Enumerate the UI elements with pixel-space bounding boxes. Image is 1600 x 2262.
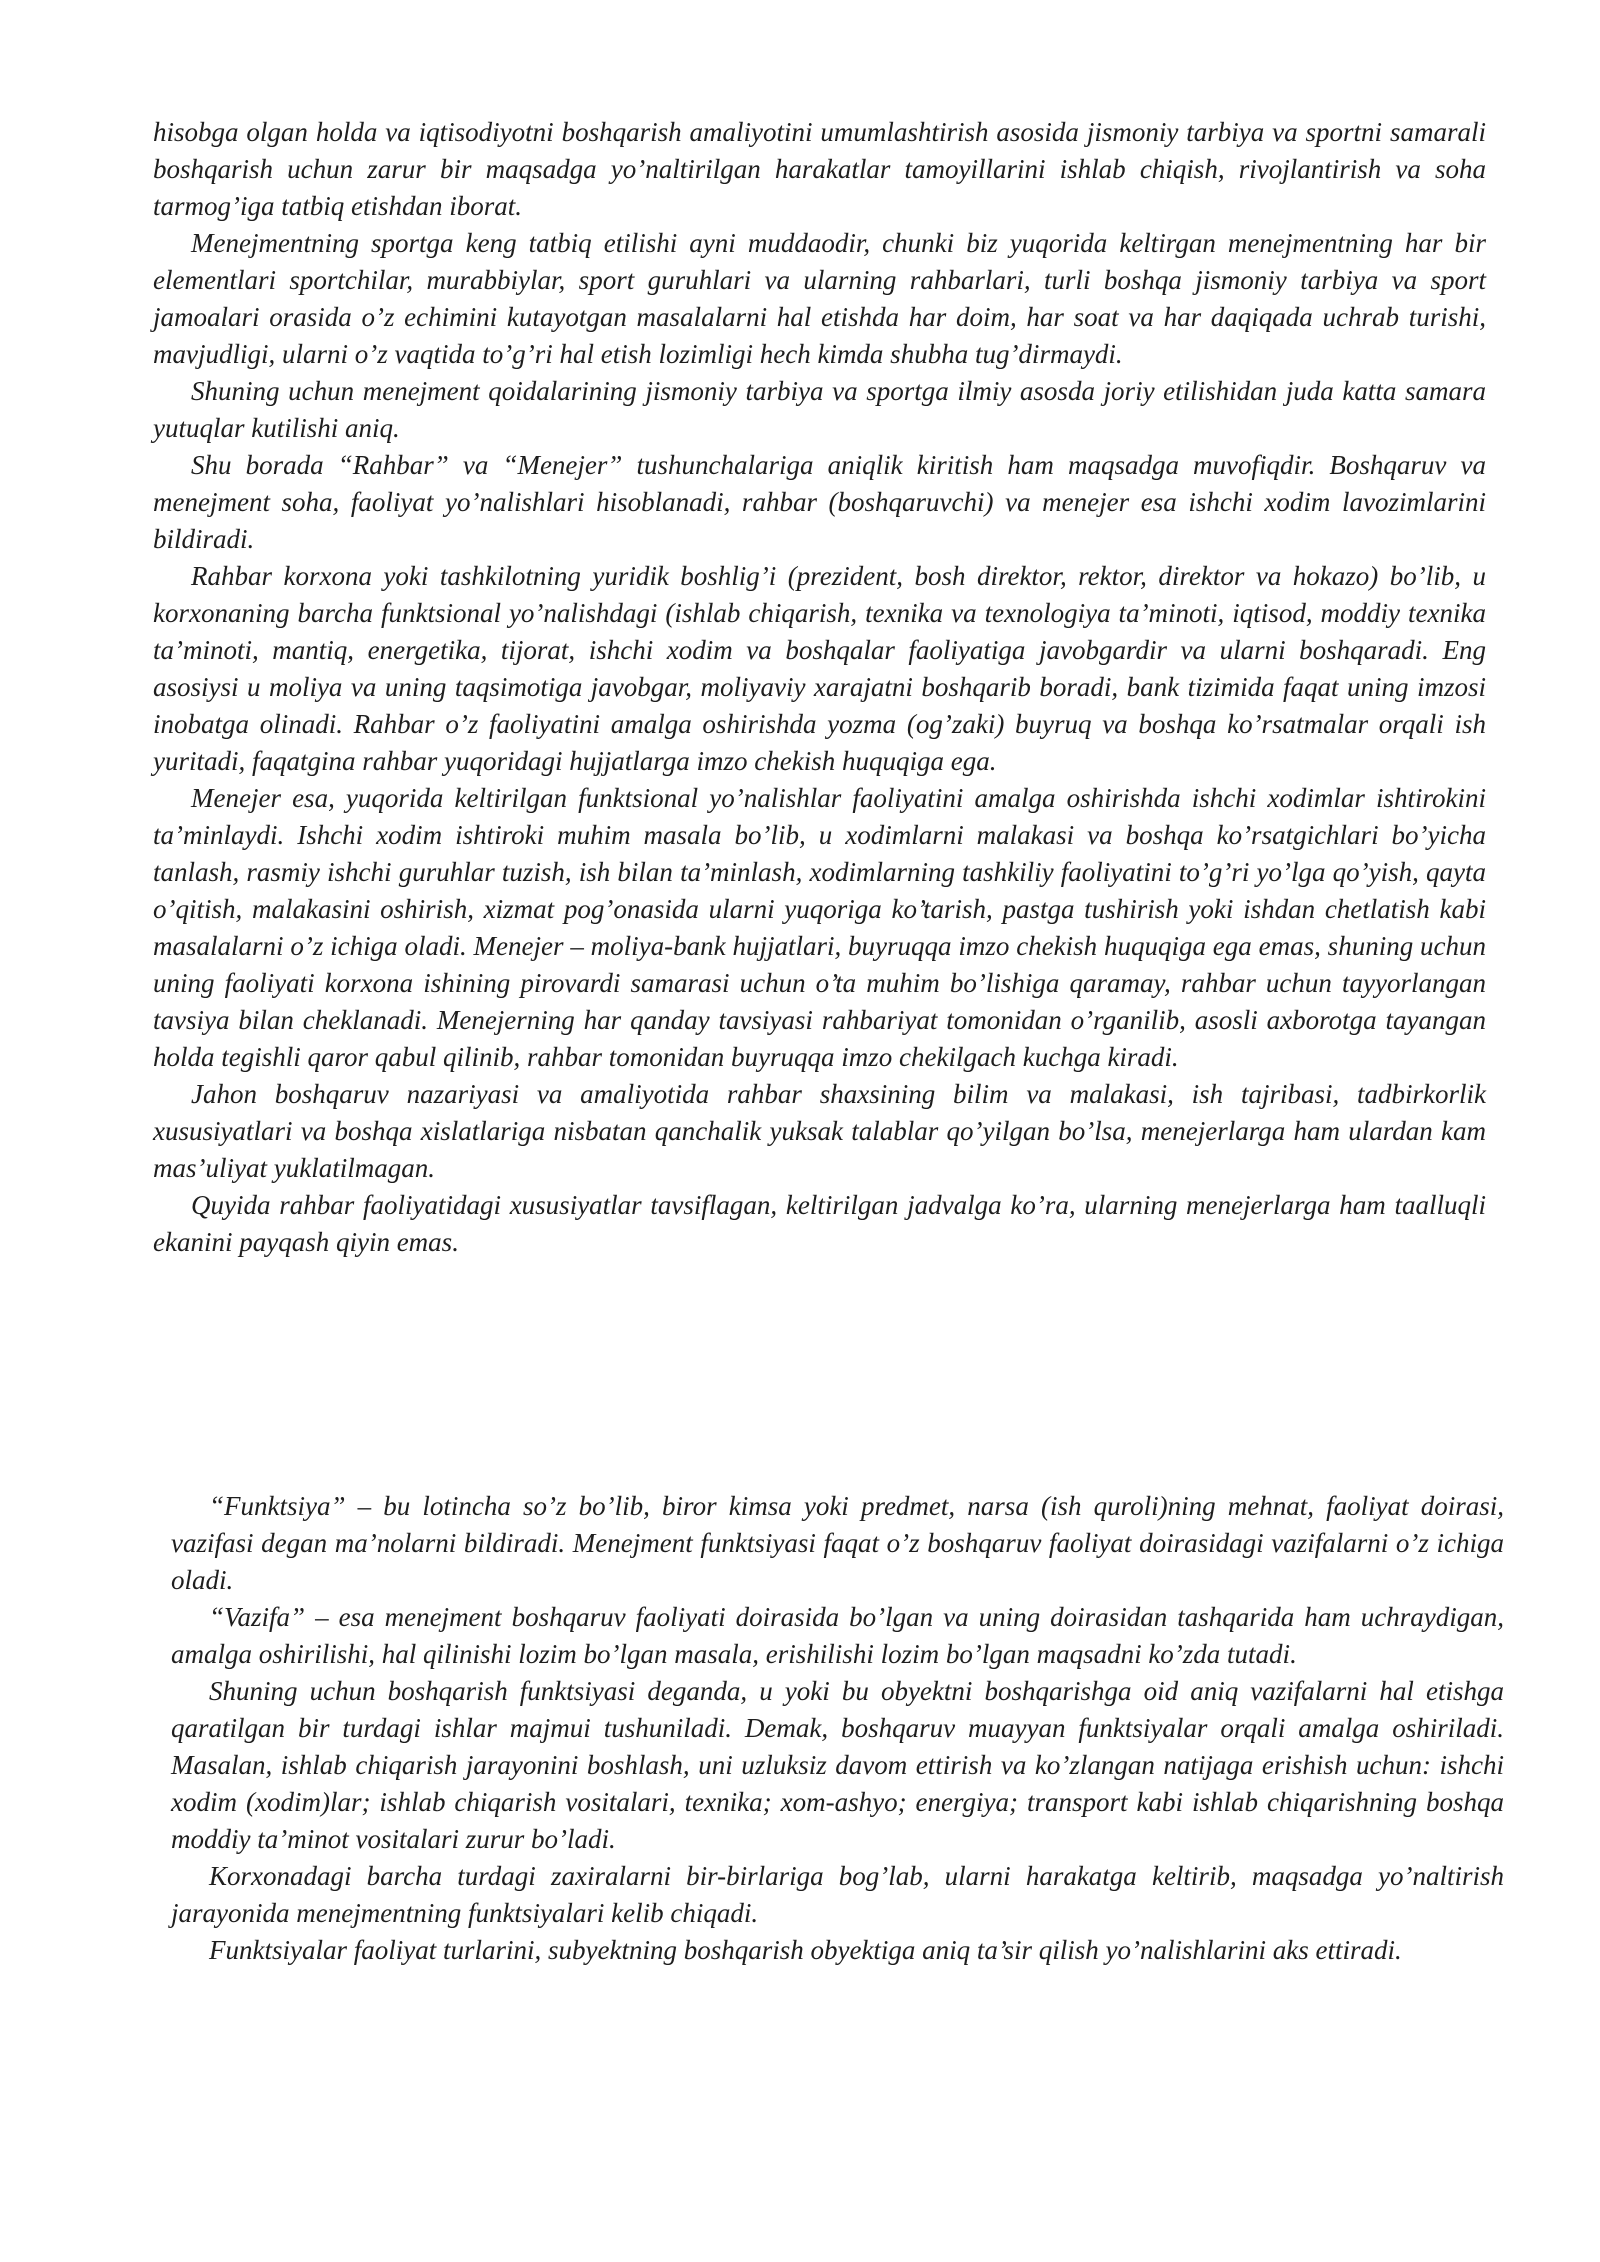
text-section-lower — [171, 1488, 1504, 1969]
paragraph-rahbar: Rahbar korxona yoki tashkilotning yuridik boshlig’i (prezident, bosh direktor, rektor, direktor va hokazo) bo’lib, u korxonaning barcha funktsional yo’nalishdagi (ishlab chiqarish, texnika va texnologiya ta’minoti, iqtisod, moddiy texnika ta’minoti, mantiq, energetika, tijorat, ishchi xodim va boshqalar faoliyatiga javobgardir va ularni boshqaradi. Eng asosiysi u moliya va uning taqsimotiga javobgar, moliyaviy xarajatni boshqarib boradi, bank tizimida faqat uning imzosi inobatga olinadi. Rahbar o’z faoliyatini amalga oshirishda yozma (og’zaki) buyruq va boshqa ko’rsatmalar orqali ish yuritadi, faqatgina rahbar yuqoridagi hujjatlarga imzo chekish huquqiga ega. — [153, 561, 1486, 776]
paragraph-rahbar-menejer-tushunchalari: Shu borada “Rahbar” va “Menejer” tushunchalariga aniqlik kiritish ham maqsadga muvofiqdir. Boshqaruv va menejment soha, faoliyat yo’nalishlari hisoblanadi, rahbar (boshqaruvchi) va menejer esa ishchi xodim lavozimlarini bildiradi. — [153, 450, 1486, 554]
paragraph-jahon-boshqaruv: Jahon boshqaruv nazariyasi va amaliyotida rahbar shaxsining bilim va malakasi, ish tajribasi, tadbirkorlik xususiyatlari va boshqa xislatlariga nisbatan qanchalik yuksak talablar qo’yilgan bo’lsa, menejerlarga ham ulardan kam mas’uliyat yuklatilmagan. — [153, 1079, 1486, 1183]
paragraph-menejment-qoidalari: Shuning uchun menejment qoidalarining jismoniy tarbiya va sportga ilmiy asosda joriy etilishidan juda katta samara yutuqlar kutilishi aniq. — [153, 376, 1486, 443]
paragraph-menejment-sport: Menejmentning sportga keng tatbiq etilishi ayni muddaodir, chunki biz yuqorida keltirgan menejmentning har bir elementlari sportchilar, murabbiylar, sport guruhlari va ularning rahbarlari, turli boshqa jismoniy tarbiya va sport jamoalari orasida o’z echimini kutayotgan masalalarni hal etishda har doim, har soat va har daqiqada uchrab turishi, mavjudligi, ularni o’z vaqtida to’g’ri hal etish lozimligi hech kimda shubha tug’dirmaydi. — [153, 228, 1486, 369]
paragraph-jadval-intro: Quyida rahbar faoliyatidagi xususiyatlar tavsiflagan, keltirilgan jadvalga ko’ra, ularning menejerlarga ham taalluqli ekanini payqash qiyin emas. — [153, 1190, 1486, 1257]
paragraph-funktsiya-definition: “Funktsiya” – bu lotincha so’z bo’lib, biror kimsa yoki predmet, narsa (ish quroli)ning mehnat, faoliyat doirasi, vazifasi degan ma’nolarni bildiradi. Menejment funktsiyasi faqat o’z boshqaruv faoliyat doirasidagi vazifalarni o’z ichiga oladi. — [171, 1491, 1504, 1595]
paragraph-continuation: hisobga olgan holda va iqtisodiyotni boshqarish amaliyotini umumlashtirish asosida jismoniy tarbiya va sportni samarali boshqarish uchun zarur bir maqsadga yo’naltirilgan harakatlar tamoyillarini ishlab chiqish, rivojlantirish va soha tarmog’iga tatbiq etishdan iborat. — [153, 117, 1486, 221]
text-section-upper — [153, 114, 1486, 1261]
paragraph-zaxiralar: Korxonadagi barcha turdagi zaxiralarni bir-birlariga bog’lab, ularni harakatga keltirib, maqsadga yo’naltirish jarayonida menejmentning funktsiyalari kelib chiqadi. — [171, 1861, 1504, 1928]
paragraph-boshqarish-funktsiyasi: Shuning uchun boshqarish funktsiyasi deganda, u yoki bu obyektni boshqarishga oid aniq vazifalarni hal etishga qaratilgan bir turdagi ishlar majmui tushuniladi. Demak, boshqaruv muayyan funktsiyalar orqali amalga oshiriladi. Masalan, ishlab chiqarish jarayonini boshlash, uni uzluksiz davom ettirish va ko’zlangan natijaga erishish uchun: ishchi xodim (xodim)lar; ishlab chiqarish vositalari, texnika; xom-ashyo; energiya; transport kabi ishlab chiqarishning boshqa moddiy ta’minot vositalari zurur bo’ladi. — [171, 1676, 1504, 1854]
paragraph-funktsiyalar-faoliyat: Funktsiyalar faoliyat turlarini, subyektning boshqarish obyektiga aniq ta’sir qilish yo’nalishlarini aks ettiradi. — [209, 1935, 1402, 1965]
paragraph-menejer: Menejer esa, yuqorida keltirilgan funktsional yo’nalishlar faoliyatini amalga oshirishda ishchi xodimlar ishtirokini ta’minlaydi. Ishchi xodim ishtiroki muhim masala bo’lib, u xodimlarni malakasi va boshqa ko’rsatgichlari bo’yicha tanlash, rasmiy ishchi guruhlar tuzish, ish bilan ta’minlash, xodimlarning tashkiliy faoliyatini to’g’ri yo’lga qo’yish, qayta o’qitish, malakasini oshirish, xizmat pog’onasida ularni yuqoriga ko’tarish, pastga tushirish yoki ishdan chetlatish kabi masalalarni o’z ichiga oladi. Menejer – moliya-bank hujjatlari, buyruqqa imzo chekish huquqiga ega emas, shuning uchun uning faoliyati korxona ishining pirovardi samarasi uchun o’ta muhim bo’lishiga qaramay, rahbar uchun tayyorlangan tavsiya bilan cheklanadi. Menejerning har qanday tavsiyasi rahbariyat tomonidan o’rganilib, asosli axborotga tayangan holda tegishli qaror qabul qilinib, rahbar tomonidan buyruqqa imzo chekilgach kuchga kiradi. — [153, 783, 1486, 1072]
paragraph-vazifa-definition: “Vazifa” – esa menejment boshqaruv faoliyati doirasida bo’lgan va uning doirasidan tashqarida ham uchraydigan, amalga oshirilishi, hal qilinishi lozim bo’lgan masala, erishilishi lozim bo’lgan maqsadni ko’zda tutadi. — [171, 1602, 1504, 1669]
